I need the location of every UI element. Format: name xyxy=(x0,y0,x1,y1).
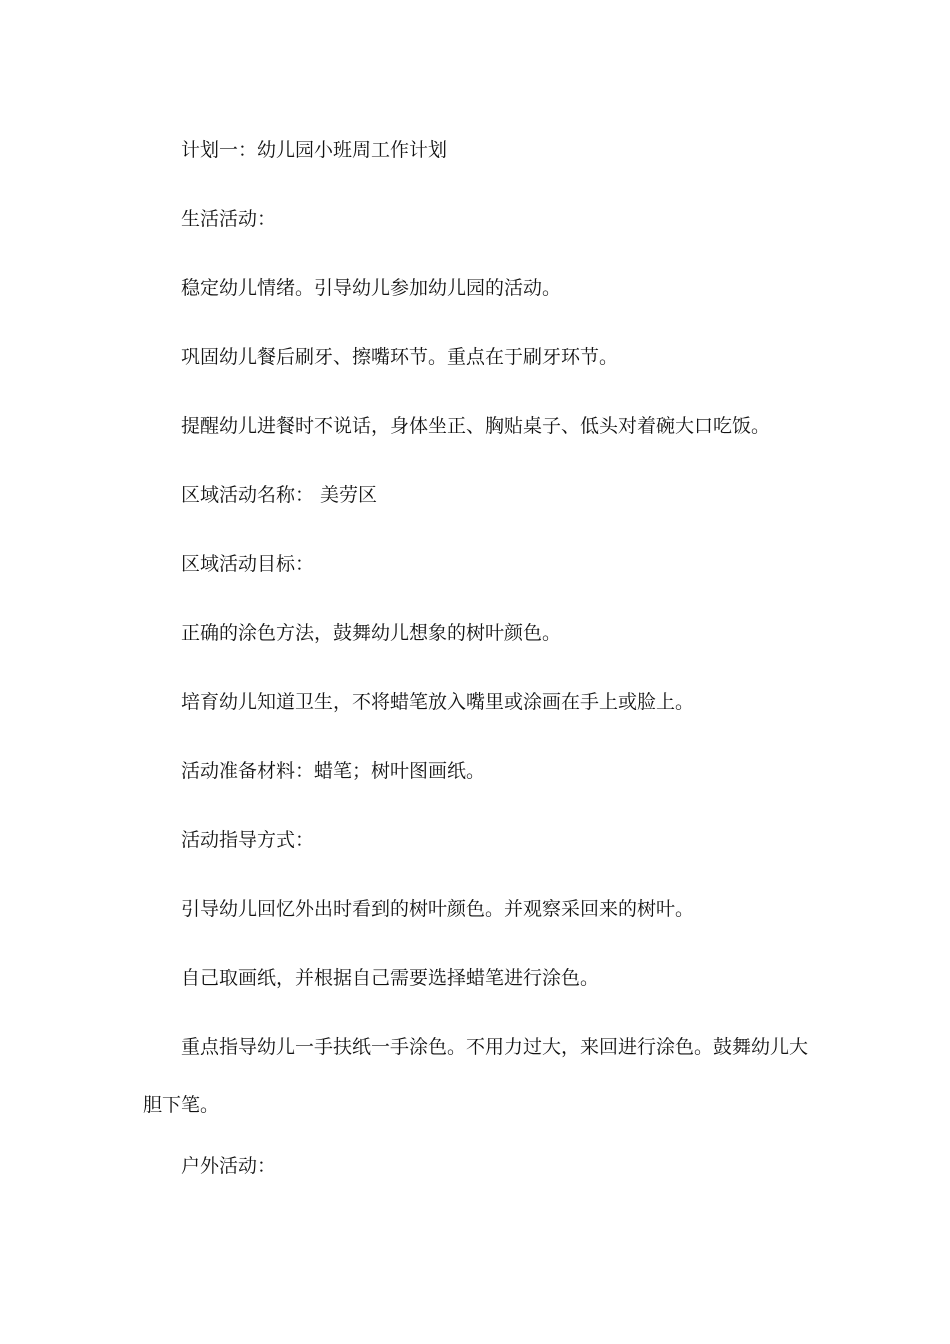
section-heading-guidance: 活动指导方式： xyxy=(181,829,315,851)
paragraph: 重点指导幼儿一手扶纸一手涂色。不用力过大，来回进行涂色。鼓舞幼儿大胆下笔。 xyxy=(143,1036,809,1116)
paragraph: 正确的涂色方法，鼓舞幼儿想象的树叶颜色。 xyxy=(181,622,562,644)
paragraph: 自己取画纸，并根据自己需要选择蜡笔进行涂色。 xyxy=(181,967,600,989)
paragraph: 提醒幼儿进餐时不说话，身体坐正、胸贴桌子、低头对着碗大口吃饭。 xyxy=(181,415,771,437)
paragraph: 培育幼儿知道卫生，不将蜡笔放入嘴里或涂画在手上或脸上。 xyxy=(181,691,695,713)
paragraph: 活动准备材料：蜡笔；树叶图画纸。 xyxy=(181,760,486,782)
paragraph: 稳定幼儿情绪。引导幼儿参加幼儿园的活动。 xyxy=(181,277,562,299)
section-heading-daily-life: 生活活动： xyxy=(181,208,277,230)
section-heading-area-name: 区域活动名称： 美劳区 xyxy=(181,484,378,506)
paragraph: 引导幼儿回忆外出时看到的树叶颜色。并观察采回来的树叶。 xyxy=(181,898,695,920)
paragraph: 巩固幼儿餐后刷牙、擦嘴环节。重点在于刷牙环节。 xyxy=(181,346,619,368)
document-title: 计划一：幼儿园小班周工作计划 xyxy=(181,139,448,161)
section-heading-area-goals: 区域活动目标： xyxy=(181,553,315,575)
section-heading-outdoor: 户外活动： xyxy=(181,1155,277,1177)
